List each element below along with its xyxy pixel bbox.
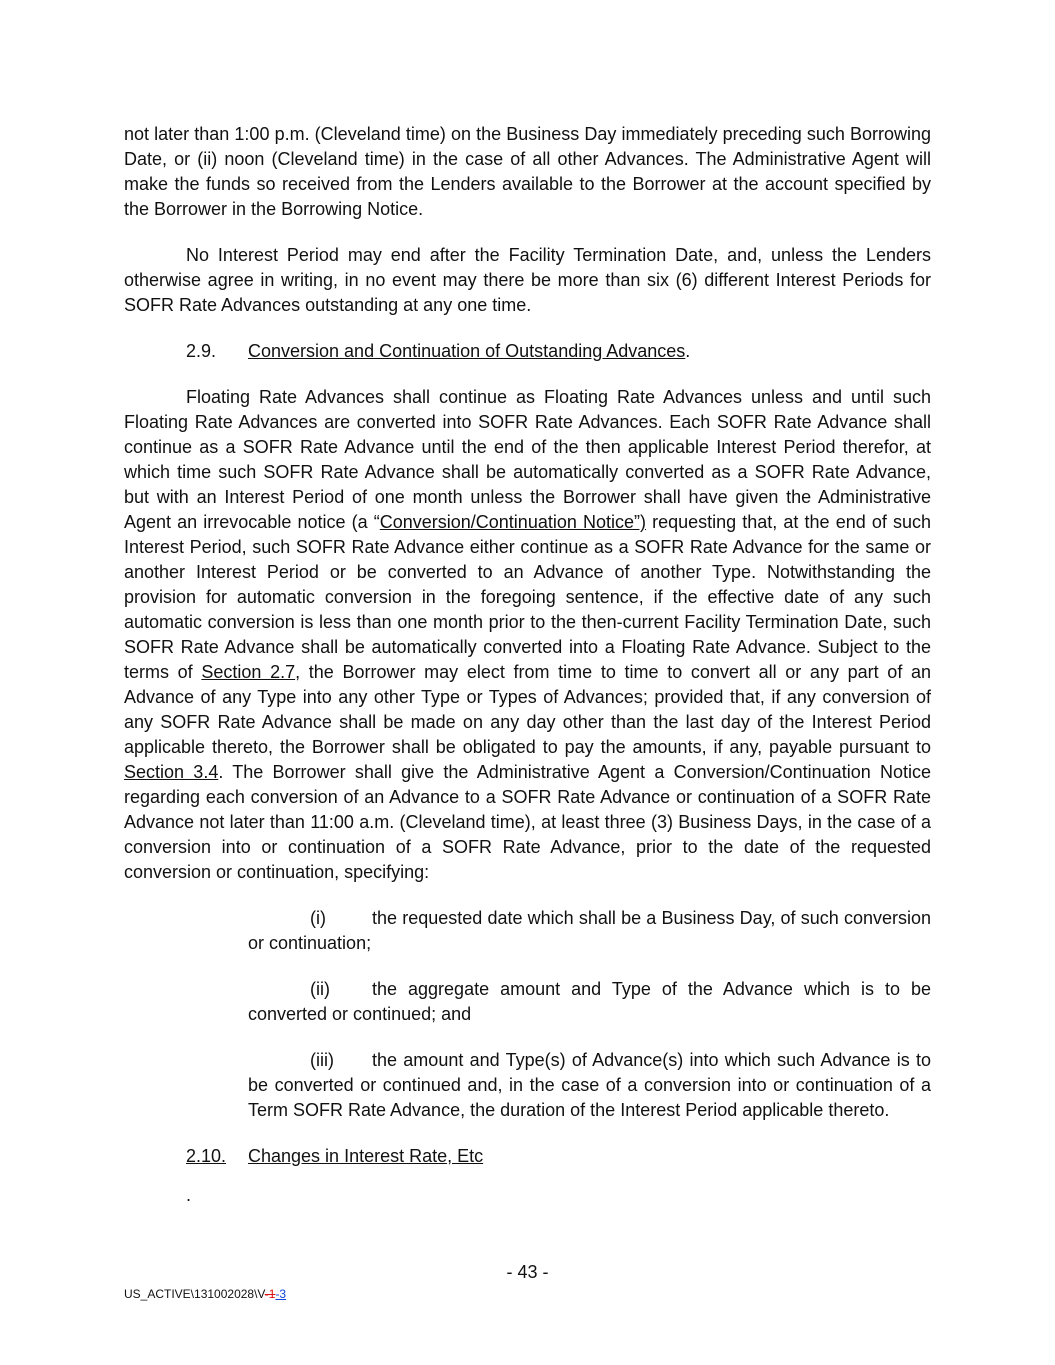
section-heading-2-9 — [186, 339, 931, 364]
list-item-text: the requested date which shall be a Business Day, of such conversion or continuation; — [248, 908, 931, 953]
body-text-d: . The Borrower shall give the Administrative Agent a Conversion/Continuation Notice regarding each conversion of an Advance to a SOFR Rate Advance or continuation of a SOFR Rate Advance not later than 11:00 a.m. (Cleveland time), at least three (3) Business Days, in the case of a conversion into or continuation of a SOFR Rate Advance, prior to the date of the requested conversion or continuation, specifying: — [124, 762, 931, 882]
section-heading-2-10 — [186, 1144, 931, 1169]
list-item — [248, 906, 931, 956]
section-title-suffix: . — [685, 341, 691, 361]
inserted-revision: -3 — [275, 1287, 287, 1301]
list-item-label: (i) — [310, 908, 326, 928]
defined-term-conversion-notice: Conversion/Continuation Notice”) — [379, 512, 646, 532]
doc-id: US_ACTIVE\131002028\V — [124, 1287, 265, 1301]
section-number: 2.10. — [186, 1146, 227, 1166]
list-item-text: the amount and Type(s) of Advance(s) into which such Advance is to be converted or continued and, in the case of a conversion into or continuation of a Term SOFR Rate Advance, the duration of the Interest Period applicable thereto. — [248, 1050, 931, 1120]
page-number: - 43 - — [506, 1262, 549, 1282]
trailing-period: . — [186, 1185, 192, 1205]
list-item-label: (ii) — [310, 979, 330, 999]
list-item — [248, 977, 931, 1027]
paragraph-continuation: not later than 1:00 p.m. (Cleveland time) on the Business Day immediately preceding such Borrowing Date, or (ii) noon (Cleveland time) in the case of all other Advances. The Administrative Agent will make the funds so received from the Lenders available to the Borrower at the account specified by the Borrower in the Borrowing Notice. — [124, 124, 931, 219]
list-item-text: the aggregate amount and Type of the Advance which is to be converted or continued; and — [248, 979, 931, 1024]
list-item-label: (iii) — [310, 1050, 334, 1070]
cross-reference-section-3-4[interactable]: Section 3.4 — [124, 762, 219, 782]
document-footer-id — [124, 1287, 286, 1301]
paragraph-conversion-body — [124, 385, 931, 885]
section-title: Changes in Interest Rate, Etc — [248, 1146, 484, 1166]
body-text-b: requesting that, at the end of such Interest Period, such SOFR Rate Advance either continue as a SOFR Rate Advance for the same or another Interest Period or be converted to an Advance of another Type. Notwithstanding the provision for automatic conversion in the foregoing sentence, if the effective date of any such automatic conversion is less than one month prior to the then-current Facility Termination Date, such SOFR Rate Advance shall be automatically converted into a Floating Rate Advance. Subject to the terms of — [124, 512, 931, 682]
deleted-revision: -1 — [264, 1287, 276, 1301]
document-page — [124, 122, 931, 1208]
section-number: 2.9. — [186, 341, 217, 361]
body-text-a: Floating Rate Advances shall continue as Floating Rate Advances unless and until such Floating Rate Advances are converted into SOFR Rate Advances. Each SOFR Rate Advance shall continue as a SOFR Rate Advance until the end of the then applicable Interest Period therefor, at which time such SOFR Rate Advance shall be automatically converted as a SOFR Rate Advance, but with an Interest Period of one month unless the Borrower shall have given the Administrative Agent an irrevocable notice (a “ — [124, 387, 931, 532]
section-title: Conversion and Continuation of Outstanding Advances — [248, 341, 686, 361]
paragraph-interest-period: No Interest Period may end after the Facility Termination Date, and, unless the Lenders otherwise agree in writing, in no event may there be more than six (6) different Interest Periods for SOFR Rate Advances outstanding at any one time. — [124, 245, 931, 315]
list-item — [248, 1048, 931, 1123]
body-text-c: , the Borrower may elect from time to time to convert all or any part of an Advance of any Type into any other Type or Types of Advances; provided that, if any conversion of any SOFR Rate Advance shall be made on any day other than the last day of the Interest Period applicable thereto, the Borrower shall be obligated to pay the amounts, if any, payable pursuant to — [124, 662, 932, 757]
cross-reference-section-2-7[interactable]: Section 2.7 — [201, 662, 296, 682]
